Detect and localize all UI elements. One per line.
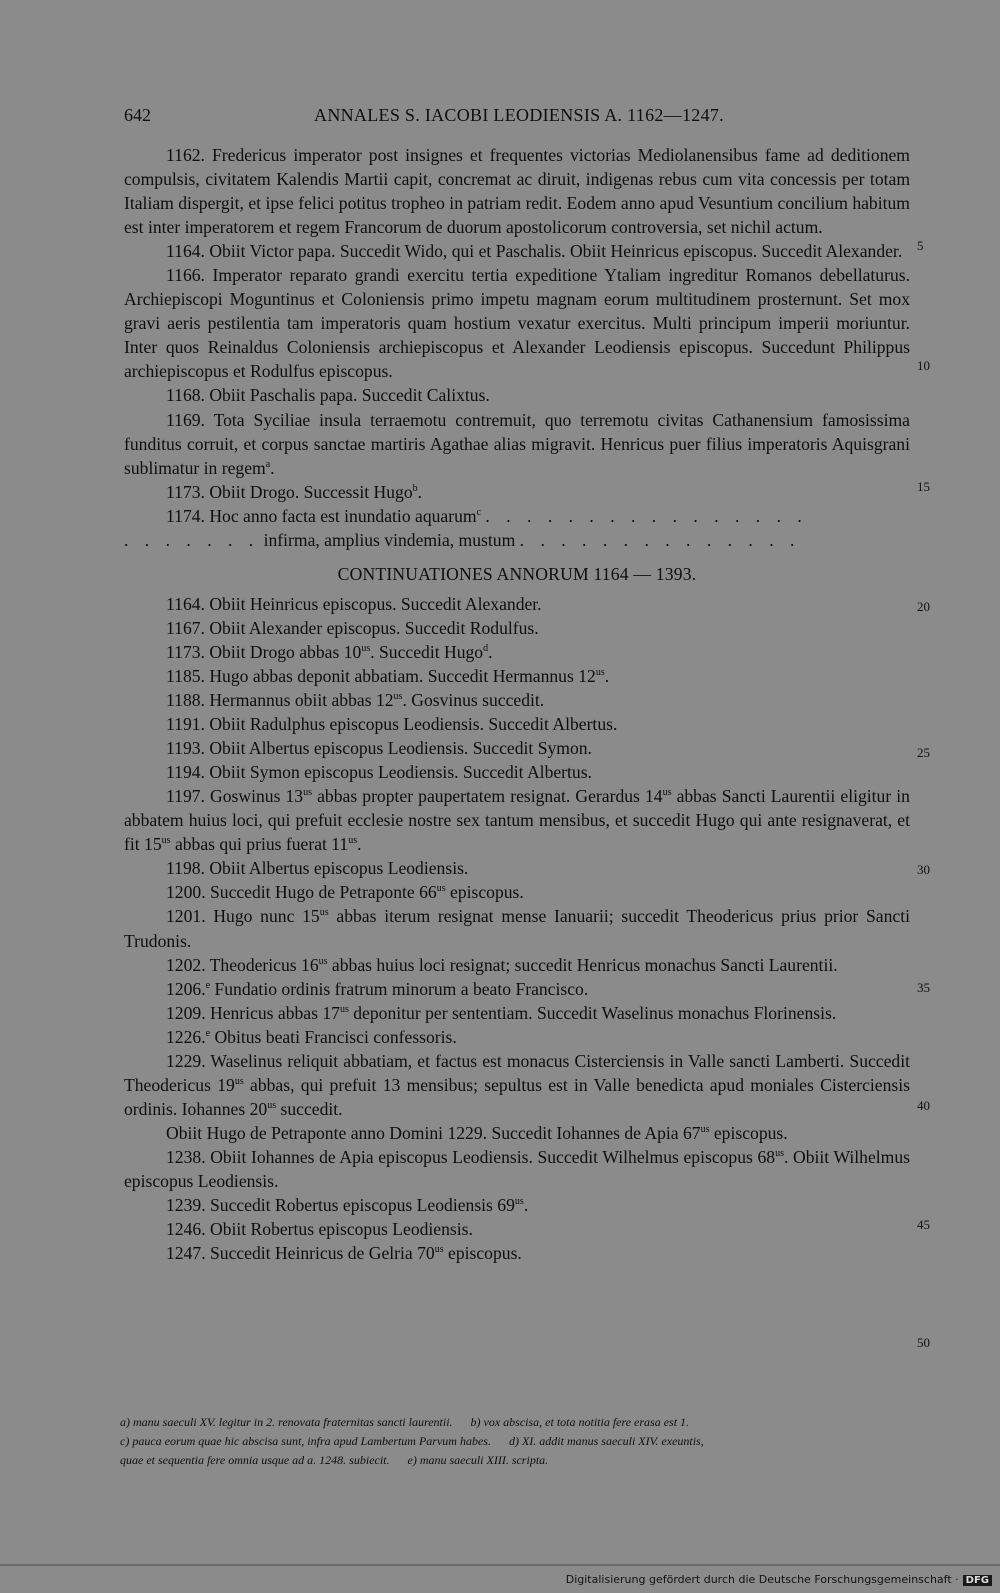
cont-1206: 1206.$^e$ Fundatio ordinis fratrum minorum a beato Francisco. xyxy=(166,978,589,999)
footnote-mark: b xyxy=(412,482,418,494)
footnote-mark: a xyxy=(265,458,271,470)
dfg-credit xyxy=(566,1573,992,1586)
line-number: 5 xyxy=(917,238,924,253)
entry-1173: 1173. Obiit Drogo. Successit Hugo$^b$. xyxy=(166,481,423,502)
footnote-mark: e xyxy=(205,979,211,991)
footnote-line: a) manu saeculi XV. legitur in 2. renovata fraternitas sancti laurentii. b) vox abscisa, et tota notitia fere erasa est 1. xyxy=(120,1415,690,1429)
cont-1229-hugo: Obiit Hugo de Petraponte anno Domini 1229. Succedit Iohannes de Apia $67^{us}$ episcopus. xyxy=(166,1122,788,1143)
line-number: 45 xyxy=(917,1217,930,1232)
cont-1229: 1229. Waselinus reliquit abbatiam, et factus est monacus Cisterciensis in Valle sancti Lamberti. Succedit Theodericus $19^{us}$ abbas, qui prefuit 13 mensibus; sepultus est in Valle benedicta apud moniales Cisterciensis ordinis. Iohannes $20^{us}$ succedit. xyxy=(124,1050,910,1119)
cont-1198: 1198. Obiit Albertus episcopus Leodiensis. xyxy=(166,858,469,879)
cont-1167: 1167. Obiit Alexander episcopus. Succedit Rodulfus. xyxy=(166,617,539,638)
footnote-mark: d xyxy=(483,643,489,655)
entry-1169: 1169. Tota Syciliae insula terraemotu contremuit, quo terremotu civitas Cathanensium famosissima funditus corruit, et corpus sanctae martiris Agathae alias migravit. Henricus puer filius imperatoris Aquisgrani sublimatur in regem$^a$. xyxy=(124,409,910,478)
line-number: 25 xyxy=(917,745,930,760)
cont-1188: 1188. Hermannus obiit abbas $12^{us}$. Gosvinus succedit. xyxy=(166,690,545,711)
page-number: 642 xyxy=(124,105,151,125)
entry-1168: 1168. Obiit Paschalis papa. Succedit Calixtus. xyxy=(166,385,490,406)
line-number: 35 xyxy=(917,980,930,995)
dfg-logo: DFG xyxy=(963,1575,992,1586)
section-title: CONTINUATIONES ANNORUM 1164 — 1393. xyxy=(337,563,697,584)
footnote-mark: c xyxy=(476,506,482,518)
line-number: 15 xyxy=(917,479,930,494)
cont-1197: 1197. Goswinus $13^{us}$ abbas propter paupertatem resignat. Gerardus $14^{us}$ abbas Sancti Laurentii eligitur in abbatem huius loci, qui prefuit ecclesie nostre sex tantum mensibus, et succedit Hugo qui ante resignaverat, et fit $15^{us}$ abbas qui prius fuerat $11^{us}$. xyxy=(124,786,910,855)
cont-1193: 1193. Obiit Albertus episcopus Leodiensis. Succedit Symon. xyxy=(166,738,592,759)
cont-1200: 1200. Succedit Hugo de Petraponte $66^{us}$ episcopus. xyxy=(166,882,524,903)
footnote-line: quae et sequentia fere omnia usque ad a. 1248. subiecit. e) manu saeculi XIII. scripta. xyxy=(120,1453,549,1467)
cont-1247: 1247. Succedit Heinricus de Gelria $70^{us}$ episcopus. xyxy=(166,1243,522,1264)
cont-1164: 1164. Obiit Heinricus episcopus. Succedit Alexander. xyxy=(166,593,542,614)
entry-1166: 1166. Imperator reparato grandi exercitu tertia expeditione Ytaliam ingreditur Romanos debellaturus. Archiepiscopi Moguntinus et Coloniensis primo impetu magnam eorum multitudinem prosternunt. Set mox gravi aeris pestilentia tam imperatoris quam hostium vexatur exercitus. Multi principum imperii moriuntur. Inter quos Reinaldus Coloniensis archiepiscopus et Alexander Leodiensis episcopus. Succedunt Philippus archiepiscopus et Rodulfus episcopus. xyxy=(124,265,910,382)
entry-1174: 1174. Hoc anno facta est inundatio aquarum$^c$ . . . . . . . . . . . . . . . . xyxy=(166,505,808,526)
cont-1201: 1201. Hugo nunc $15^{us}$ abbas iterum resignat mense Ianuarii; succedit Theodericus prius prior Sancti Trudonis. xyxy=(124,906,910,951)
footnotes xyxy=(120,1413,910,1470)
footnote-mark: e xyxy=(205,1027,211,1039)
footnote-line: c) pauca eorum quae hic abscisa sunt, infra apud Lambertum Parvum habes. d) XI. addit manus saeculi XIV. exeuntis, xyxy=(120,1434,704,1448)
text-body xyxy=(124,143,910,1265)
line-number: 50 xyxy=(917,1335,930,1350)
divider xyxy=(0,1564,1000,1566)
entry-1164: 1164. Obiit Victor papa. Succedit Wido, qui et Paschalis. Obiit Heinricus episcopus. Succedit Alexander. xyxy=(166,241,903,262)
line-number: 30 xyxy=(917,862,930,877)
cont-1238: 1238. Obiit Iohannes de Apia episcopus Leodiensis. Succedit Wilhelmus episcopus $68^{us}$. Obiit Wilhelmus episcopus Leodiensis. xyxy=(124,1146,910,1191)
cont-1191: 1191. Obiit Radulphus episcopus Leodiensis. Succedit Albertus. xyxy=(166,714,618,735)
line-number: 10 xyxy=(917,358,930,373)
cont-1226: 1226.$^e$ Obitus beati Francisci confessoris. xyxy=(166,1026,457,1047)
cont-1209: 1209. Henricus abbas $17^{us}$ deponitur per sententiam. Succedit Waselinus monachus Florinensis. xyxy=(166,1002,837,1023)
cont-1239: 1239. Succedit Robertus episcopus Leodiensis $69^{us}$. xyxy=(166,1195,529,1216)
cont-1246: 1246. Obiit Robertus episcopus Leodiensis. xyxy=(166,1219,473,1240)
cont-1173: 1173. Obiit Drogo abbas $10^{us}$. Succedit Hugo$^d$. xyxy=(166,641,493,662)
entry-1162: 1162. Fredericus imperator post insignes et frequentes victorias Mediolanensibus fame ad deditionem compulsis, civitatem Kalendis Martii capit, concremat ac diruit, indigenas rebus cum vita concessis per totam Italiam dispergit, et ipse felici potitus tropheo in patriam redit. Eodem anno apud Vesuntium concilium habitum est inter imperatorem et regem Francorum de duorum apostolicorum controversia, set nichil actum. xyxy=(124,145,910,238)
running-title: ANNALES S. IACOBI LEODIENSIS A. 1162—1247. xyxy=(314,105,724,125)
line-number: 20 xyxy=(917,599,930,614)
cont-1202: 1202. Theodericus $16^{us}$ abbas huius loci resignat; succedit Henricus monachus Sancti Laurentii. xyxy=(166,954,838,975)
cont-1185: 1185. Hugo abbas deponit abbatiam. Succedit Hermannus $12^{us}$. xyxy=(166,665,610,686)
cont-1194: 1194. Obiit Symon episcopus Leodiensis. Succedit Albertus. xyxy=(166,762,592,783)
entry-1174-cont: . . . . . . . infirma, amplius vindemia, mustum . . . . . . . . . . . . . . xyxy=(124,529,801,550)
line-number: 40 xyxy=(917,1098,930,1113)
credit-text: Digitalisierung gefördert durch die Deutsche Forschungsgemeinschaft · xyxy=(565,1573,959,1586)
